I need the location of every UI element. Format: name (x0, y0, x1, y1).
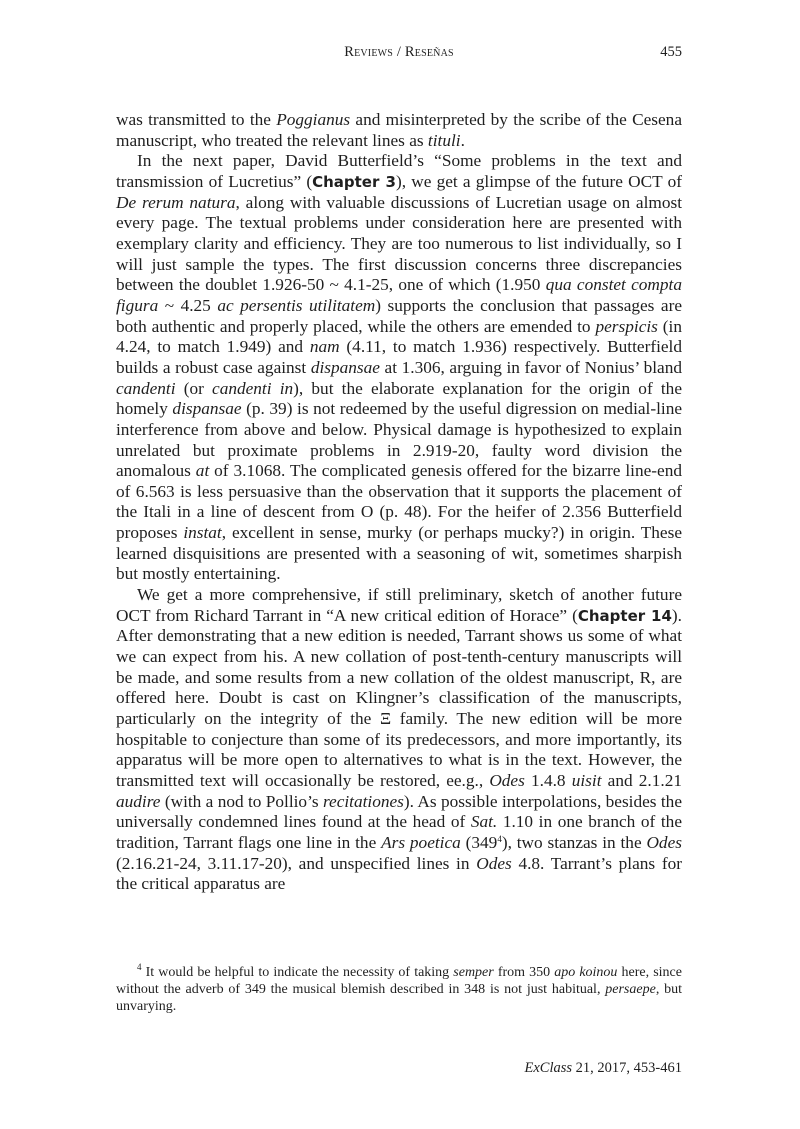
text-run: 4.8. Tarrant’s plans for the critical apparatus are (116, 853, 682, 894)
italic-text: uisit (571, 771, 602, 790)
text-run: (4.11, to match 1.936) respectively. Butterfield builds a robust case against (116, 337, 682, 377)
text-run: (2.16.21-24, 3.11.17-20), and unspecified lines in (116, 853, 477, 873)
citation-details: 21, 2017, 453-461 (572, 1060, 682, 1076)
text-run: (in 4.24, to match 1.949) and (116, 316, 682, 357)
italic-text: tituli (427, 130, 461, 150)
italic-text: Odes (489, 771, 525, 790)
text-run: ), but the elaborate explanation for the origin of the homely (116, 378, 682, 419)
journal-citation (525, 1060, 683, 1077)
paragraph (116, 585, 682, 895)
italic-text: at (195, 461, 210, 481)
text-run: It would be helpful to indicate the necessity of taking (141, 965, 454, 980)
text-run: and misinterpreted by the scribe of the Cesena manuscript, who treated the relevant lines as (116, 110, 682, 150)
italic-text: candenti in (212, 378, 294, 398)
italic-text: semper (453, 965, 494, 980)
text-run: from 350 (493, 965, 555, 980)
italic-text: nam (309, 337, 340, 357)
footnote-text (116, 962, 683, 1015)
text-run: , but unvarying. (116, 981, 683, 1014)
italic-text: ac persentis utilitatem (217, 295, 376, 315)
text-run: here, since without the adverb of 349 the musical blemish described in 348 is not just habitual, (116, 965, 682, 997)
italic-text: candenti (116, 378, 176, 398)
italic-text: dispansae (310, 357, 380, 377)
italic-text: Ars poetica (381, 832, 461, 852)
italic-text: Odes (646, 832, 682, 852)
journal-name: ExClass (524, 1060, 573, 1076)
chapter-reference: Chapter 3 (312, 172, 396, 191)
italic-text: instat (183, 523, 222, 543)
chapter-reference: Chapter 14 (577, 606, 672, 625)
page-number: 455 (660, 44, 682, 60)
text-run: ). As possible interpolations, besides the universally condemned lines found at the head of (116, 791, 682, 832)
italic-text: apo koinou (554, 965, 618, 980)
italic-text: perspicis (595, 316, 658, 336)
italic-text: qua constet compta figura (116, 275, 682, 315)
footnote-reference: 4 (497, 833, 502, 844)
text-run: at 1.306, arguing in favor of Nonius’ bland (379, 357, 682, 377)
text-run: 1.10 in one branch of the tradition, Tarrant flags one line in the (116, 812, 682, 852)
text-run: , excellent in sense, murky (or perhaps mucky?) in origin. These learned disquisitions are presented with a seasoning of wit, sometimes sharpish but mostly entertaining. (116, 523, 682, 584)
italic-text: dispansae (172, 399, 242, 419)
italic-text: persaepe (605, 981, 656, 997)
text-run: was transmitted to the (116, 110, 277, 129)
footnote-body (116, 965, 682, 1014)
text-run: (349 (460, 832, 498, 852)
body-text (116, 110, 682, 895)
text-run: ) supports the conclusion that passages are both authentic and properly placed, while the others are emended to (116, 295, 682, 336)
text-run: In the next paper, David Butterfield’s “Some problems in the text and transmission of Lucretius” ( (116, 151, 682, 191)
italic-text: Odes (476, 853, 512, 873)
text-run: ). After demonstrating that a new edition is needed, Tarrant shows us some of what we can expect from his. A new collation of post-tenth-century manuscripts will be made, and some results from a new collation of the oldest manuscript, R, are offered here. Doubt is cast on Klingner’s classification of the manuscripts, particularly on the integrity of the Ξ family. The new edition will be more hospitable to conjecture than some of its predecessors, and more importantly, its apparatus will be more open to alternatives to what is in the text. However, the transmitted text will occasionally be restored, ee.g., (116, 605, 682, 790)
italic-text: audire (116, 791, 161, 811)
running-head-title: Reviews / Reseñas (344, 44, 454, 60)
footnote-marker: 4 (137, 962, 142, 972)
paragraph (116, 110, 682, 151)
text-run: and 2.1.21 (601, 771, 682, 790)
text-run: (p. 39) is not redeemed by the useful digression on medial-line interference from above and below. Physical damage is hypothesized to explain unrelated but proximate problems in 2.919-20, faulty word division the anomalous (116, 399, 683, 481)
running-head (116, 44, 682, 68)
italic-text: Poggianus (276, 110, 351, 129)
text-run: ), we get a glimpse of the future OCT of (395, 171, 682, 191)
text-run: (with a nod to Pollio’s (160, 791, 323, 811)
text-run: . (460, 130, 465, 150)
italic-text: Sat. (470, 812, 498, 832)
text-run: (or (175, 378, 213, 398)
footnote (116, 962, 683, 1015)
paragraph (116, 151, 682, 585)
text-run: of 3.1068. The complicated genesis offered for the bizarre line-end of 6.563 is less persuasive than the observation that it supports the placement of the Itali in a line of descent from O (p. 48). For the heifer of 2.356 Butterfield proposes (116, 461, 682, 543)
text-run: ), two stanzas in the (501, 832, 647, 852)
text-run: We get a more comprehensive, if still preliminary, sketch of another future OCT from Richard Tarrant in “A new critical edition of Horace” ( (116, 585, 682, 625)
text-run: 1.4.8 (524, 771, 572, 790)
text-run: ~ 4.25 (158, 295, 218, 315)
italic-text: De rerum natura (116, 192, 236, 212)
text-run: , along with valuable discussions of Lucretian usage on almost every page. The textual problems under consideration here are presented with exemplary clarity and efficiency. They are too numerous to list individually, so I will just sample the types. The first discussion concerns three discrepancies between the doublet 1.926-50 ~ 4.1-25, one of which (1.950 (116, 192, 682, 295)
italic-text: recitationes (322, 791, 404, 811)
